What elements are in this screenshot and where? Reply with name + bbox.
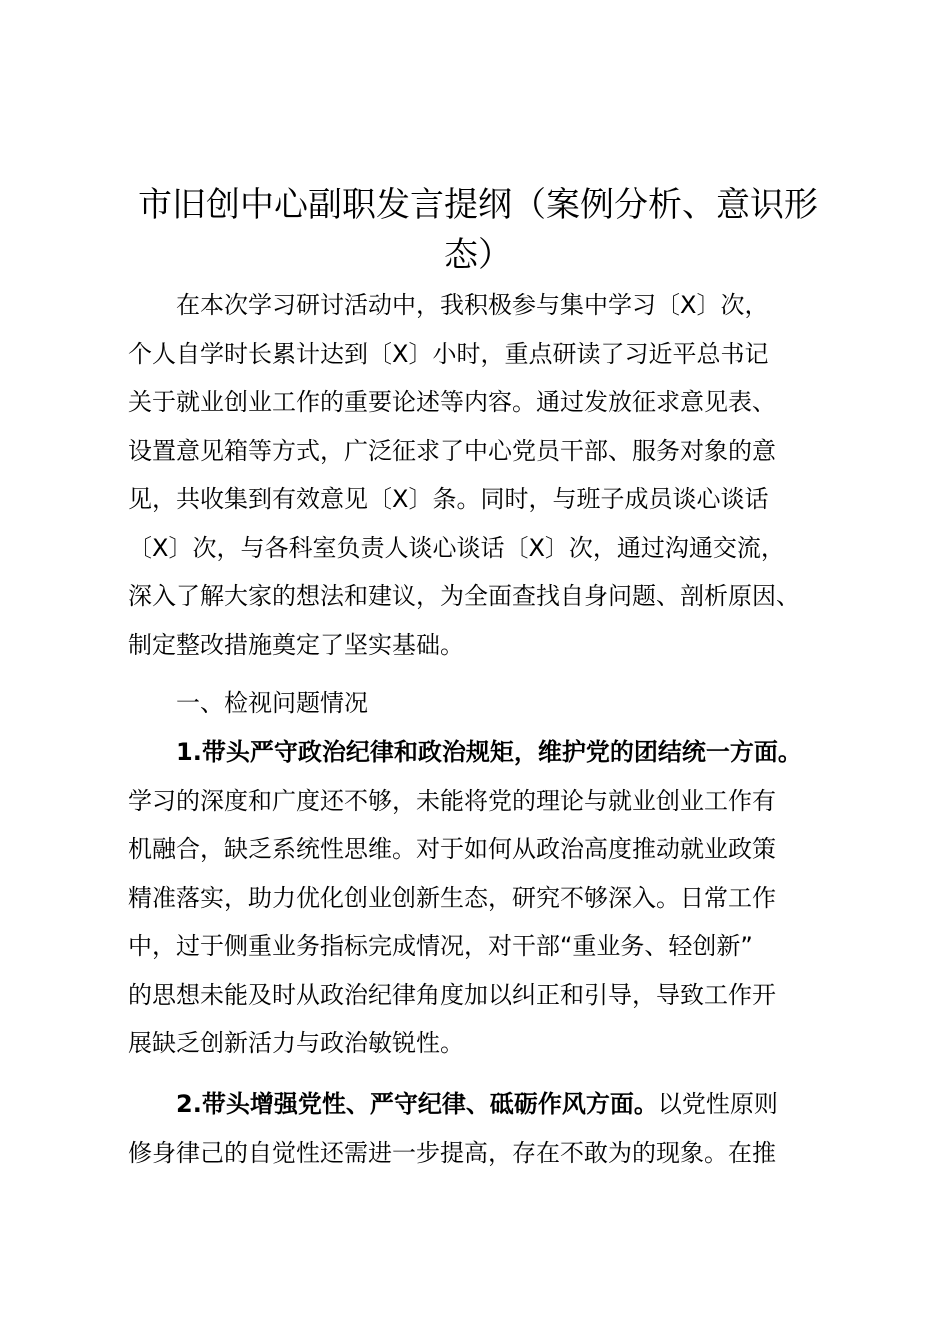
item-1-line: 精准落实，助力优化创业创新生态，研究不够深入。日常工作	[128, 883, 776, 912]
intro-line: 制定整改措施奠定了坚实基础。	[128, 630, 464, 659]
section-heading	[128, 679, 840, 728]
item-2-first-line	[128, 1080, 840, 1129]
item-1-line: 机融合，缺乏系统性思维。对于如何从政治高度推动就业政策	[128, 835, 776, 863]
item-1-heading: 1.带头严守政治纪律和政治规矩，维护党的团结统一方面。	[176, 738, 802, 766]
item-1-line: 学习的深度和广度还不够，未能将党的理论与就业创业工作有	[128, 786, 776, 815]
title-line-2: 态）	[444, 235, 512, 275]
intro-line: 深入了解大家的想法和建议，为全面查找自身问题、剖析原因、	[128, 582, 800, 610]
intro-line: 在本次学习研讨活动中，我积极参与集中学习〔X〕次，	[176, 291, 769, 319]
item-1-line: 展缺乏创新活力与政治敏锐性。	[128, 1029, 464, 1057]
intro-line: 见，共收集到有效意见〔X〕条。同时，与班子成员谈心谈话	[128, 485, 769, 513]
section-heading-text: 一、检视问题情况	[176, 689, 368, 717]
item-2-paragraph	[128, 1080, 840, 1177]
item-1-line: 的思想未能及时从政治纪律角度加以纠正和引导，导致工作开	[128, 980, 776, 1009]
item-2-heading: 2.带头增强党性、严守纪律、砥砺作风方面。	[176, 1090, 658, 1118]
item-2-text-start: 以党性原则	[657, 1090, 778, 1118]
intro-paragraph	[128, 281, 840, 669]
intro-line: 〔X〕次，与各科室负责人谈心谈话〔X〕次，通过沟通交流，	[128, 533, 785, 562]
document-title	[118, 180, 838, 280]
intro-line: 个人自学时长累计达到〔X〕小时，重点研读了习近平总书记	[128, 339, 769, 368]
item-1-line: 中，过于侧重业务指标完成情况，对干部“重业务、轻创新”	[128, 932, 753, 960]
title-line-1: 市旧创中心副职发言提纲（案例分析、意识形	[138, 185, 818, 225]
item-2-line: 修身律己的自觉性还需进一步提高，存在不敢为的现象。在推	[128, 1138, 776, 1167]
item-1-paragraph	[128, 728, 840, 1068]
intro-line: 关于就业创业工作的重要论述等内容。通过发放征求意见表、	[128, 388, 776, 416]
intro-line: 设置意见箱等方式，广泛征求了中心党员干部、服务对象的意	[128, 436, 776, 465]
